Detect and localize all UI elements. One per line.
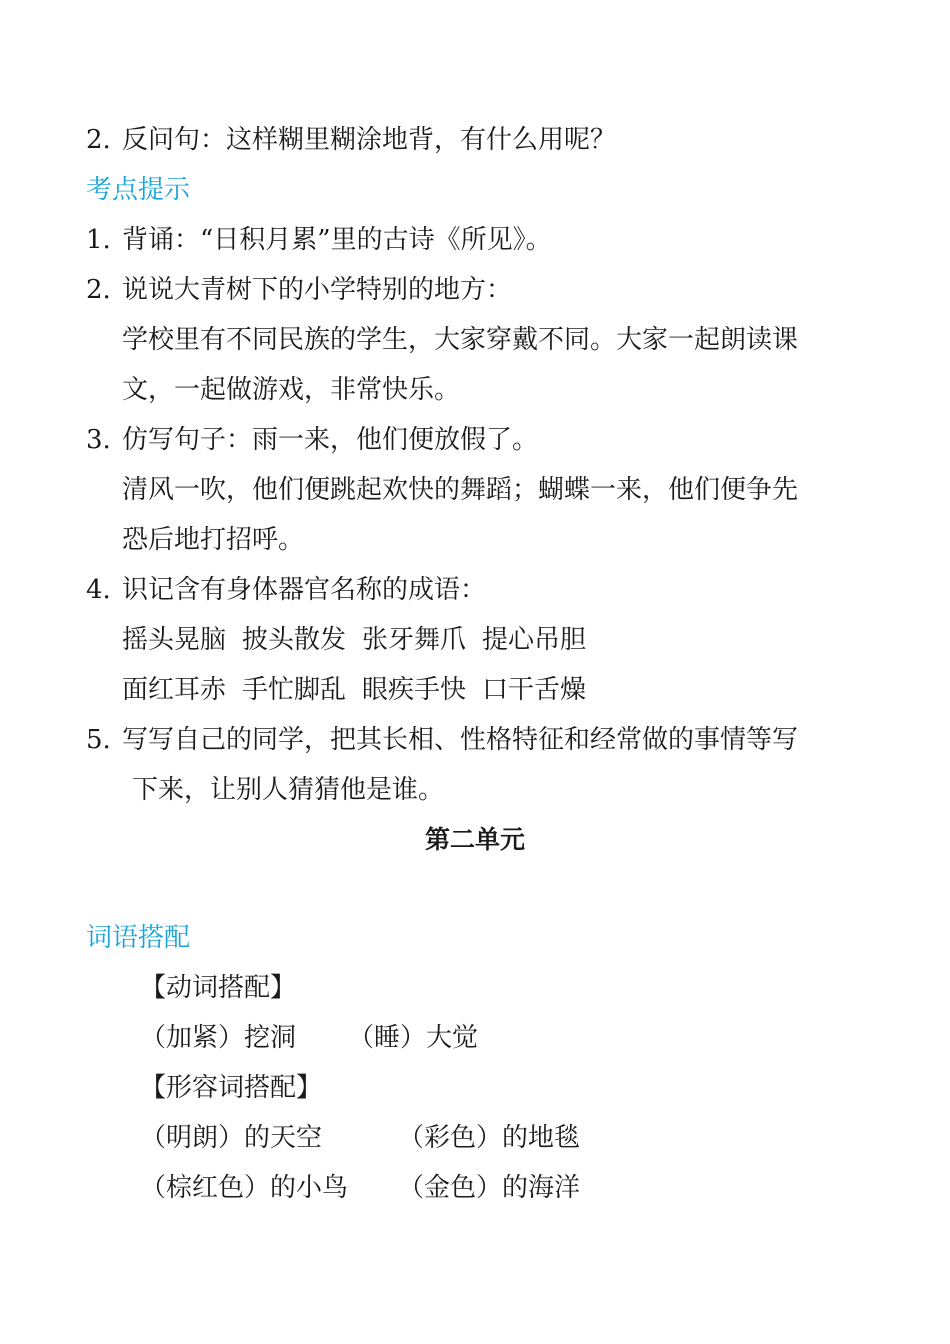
answer-line: 恐后地打招呼。 [122,525,305,555]
idiom: 提心吊胆 [482,625,587,655]
item-text: 背诵：“日积月累”里的古诗《所见》。 [122,225,552,255]
item-text: 仿写句子：雨一来，他们便放假了。 [122,425,539,455]
item-number: 2. [86,275,111,305]
idiom: 口干舌燥 [482,675,587,705]
section-heading-tips: 考点提示 [86,175,191,205]
collocation: （彩色）的地毯 [398,1123,581,1153]
item-number: 1. [86,225,111,255]
collocation-row [140,1168,580,1208]
idiom: 手忙脚乱 [242,675,347,705]
collocation: （睡）大觉 [348,1023,479,1053]
idiom-row [122,670,586,710]
idiom: 披头散发 [242,625,347,655]
item-text: 说说大青树下的小学特别的地方： [122,275,513,305]
item-number: 2. [86,125,111,155]
idiom: 眼疾手快 [362,675,467,705]
idiom: 摇头晃脑 [122,625,227,655]
collocation-row [140,1018,478,1058]
collocation: （加紧）挖洞 [140,1023,297,1053]
idiom: 张牙舞爪 [362,625,467,655]
item-text: 反问句：这样糊里糊涂地背，有什么用呢？ [122,125,617,155]
idiom-row [122,620,586,660]
collocation: （棕红色）的小鸟 [140,1173,349,1203]
item-number: 5. [86,725,111,755]
collocation-row [140,1118,580,1158]
idiom: 面红耳赤 [122,675,227,705]
collocation: （金色）的海洋 [398,1173,581,1203]
subsection-label-adjective: 【形容词搭配】 [140,1073,323,1103]
item-number: 3. [86,425,111,455]
item-text: 识记含有身体器官名称的成语： [122,575,487,605]
answer-line: 文，一起做游戏，非常快乐。 [122,375,461,405]
item-text-continued: 下来，让别人猜猜他是谁。 [132,775,445,805]
item-number: 4. [86,575,111,605]
subsection-label-verb: 【动词搭配】 [140,973,297,1003]
collocation: （明朗）的天空 [140,1123,323,1153]
answer-line: 学校里有不同民族的学生，大家穿戴不同。大家一起朗读课 [122,325,799,355]
unit-title: 第二单元 [424,825,525,854]
item-text: 写写自己的同学，把其长相、性格特征和经常做的事情等写 [122,725,799,755]
section-heading-collocation: 词语搭配 [86,923,191,953]
answer-line: 清风一吹，他们便跳起欢快的舞蹈；蝴蝶一来，他们便争先 [122,475,799,505]
